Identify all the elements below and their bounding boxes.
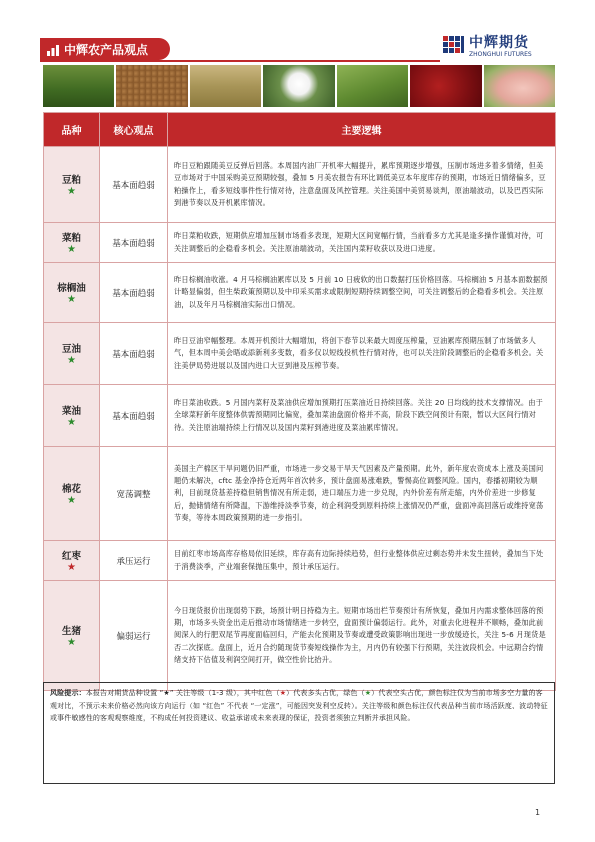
main-logic-cell: 今日现货报价出现弱势下跌，场预计明日持稳为主。短期市场出栏节奏预计有所恢复，叠加月内需求整体回落的预期，市场多头资金出走后推动市场情绪进一步转空，盘面预计偏弱运行。此外，对重去化进程并不顺畅，叠加此前阅深入的行肥双尾节再度面临回归，产能去化预期及节奏或遭受政策影响出现进一步放缓迹长，关注 5-6 月现货是否二次探底。盘面上，近月合约随现货节奏短线操作为主，月内仍有较强下行预期，关注波段机会。中远期合约情绪支持下估值及利润空间打开，做空性价比抬升。 [168, 581, 556, 691]
title-underline [40, 60, 440, 62]
section-title-bar [40, 38, 170, 60]
risk-text-1: 本报告对期货品种设置 “★” 关注等级（1-3 级），其中红色（ [85, 689, 280, 697]
company-logo [443, 33, 558, 61]
table-row [44, 447, 556, 541]
main-logic-cell: 昨日豆粕跟随美豆反弹后回落。本周国内油厂开机率大幅提升，累库预期逐步增强，压制市场进多着多情绪，但美豆市场对于中国采购美豆预期较强，叠加 5 月美农报告有环比调低美豆本年度库存的预期，市场近日情绪偏多，豆粕操作上，看多短线事件性行情对待，注意盘面及风控管理。关注美国中美贸易谈判，原油端波动，以及巴西实际到港节奏以及开机累库情况。 [168, 147, 556, 223]
cotton-flower-image [263, 65, 334, 107]
section-title: 中辉农产品观点 [64, 42, 149, 57]
variety-cell [44, 147, 100, 223]
green-star-icon: ★ [364, 689, 372, 697]
core-view-cell: 基本面趋弱 [100, 223, 168, 263]
main-logic-cell: 目前红枣市场高库存格局依旧延续，库存高有边际持续趋势，但行业整体供应过剩态势并未发生扭转，叠加当下处于消费淡季，产业端套保抛压集中，预计承压运行。 [168, 541, 556, 581]
table-row [44, 541, 556, 581]
pig-image [484, 65, 555, 107]
main-logic-cell: 昨日棕榈油收涨。4 月马棕榈油累库以及 5 月前 10 日疲软的出口数据打压价格回落。马棕榈油 5 月基本面数据预计略显偏弱，但生柴政策预期以及中印采买需求或限制短期持续调整空间，可关注调整后的企稳看多机会。关注原油，以及年月马棕榈油实际出口情况。 [168, 263, 556, 323]
variety-name: 菜粕 [61, 232, 81, 244]
variety-cell [44, 541, 100, 581]
rating-star-icon: ★ [67, 636, 76, 648]
risk-text-2: ）代表多头占优，绿色（ [286, 689, 365, 697]
logo-mark-icon [443, 36, 465, 58]
variety-name: 菜油 [61, 405, 81, 417]
table-header-row [44, 113, 556, 147]
rating-star-icon: ★ [67, 243, 76, 255]
core-view-cell: 基本面趋弱 [100, 323, 168, 385]
risk-label: 风险提示： [50, 689, 86, 697]
rating-star-icon: ★ [67, 185, 76, 197]
rating-star-icon: ★ [67, 561, 76, 573]
grain-sample-image [116, 65, 187, 107]
red-star-icon: ★ [279, 689, 287, 697]
core-view-cell: 偏弱运行 [100, 581, 168, 691]
risk-text-3: ）代表空头占优，颜色标注仅为当前市场多空力量的客观对比，不预示未来价格必然向该方向运行（如 “红色” 不代表 “一定涨”，可能因突发利空反转）。关注等级和颜色标注仅代表品种当前市场活跃度、波动特征或事件敏感性的客观观察维度，不构成任何投资建议、收益承诺或未来表现的保证，投资者须独立判断并承担风险。 [50, 689, 548, 723]
variety-cell [44, 385, 100, 447]
logo-text-cn: 中辉期货 [469, 35, 529, 51]
variety-name: 豆粕 [61, 174, 81, 186]
header-core-view: 核心观点 [100, 113, 168, 147]
table-row [44, 147, 556, 223]
rating-star-icon: ★ [67, 494, 76, 506]
core-view-cell: 基本面趋弱 [100, 263, 168, 323]
variety-cell [44, 581, 100, 691]
core-view-cell: 宽荡调整 [100, 447, 168, 541]
main-logic-cell: 昨日菜粕收跌，短期供应增加压制市场看多表现，短期大区间宽幅行情，当前看多方尤其是逢多操作谨慎对待，可关注调整后的企稳看多机会。关注原油端波动，关注国内菜籽收获以及进口进度。 [168, 223, 556, 263]
variety-name: 棕榈油 [57, 282, 86, 294]
logo-text-en: ZHONGHUI FUTURES [469, 51, 532, 58]
table-row [44, 323, 556, 385]
variety-cell [44, 263, 100, 323]
main-logic-cell: 美国主产棉区干旱问题仍旧严重，市场进一步交易干旱天气因素及产量预期。此外，新年度农资成本上涨及美国问题仍未解决，cftc 基金净持仓近两年首次转多，预计盘面易涨难跌，警惕高位调整风险。国内，春播初期较为顺利，目前现货基差持稳但销售情况有所走弱，进口端压力进一步兑现，内外价差有所走缩，内外价差进一步修复后，抛储情绪有所降温，下游维持淡季节奏，纺企利润受到原料持续上涨情况仍严重，盘面冲高回落后或维持宽荡节奏，等待本周政策预期的进一步指引。 [168, 447, 556, 541]
header-main-logic: 主要逻辑 [168, 113, 556, 147]
soybean-field-image [43, 65, 114, 107]
soybean-plant-image [337, 65, 408, 107]
wheat-field-image [190, 65, 261, 107]
red-dates-image [410, 65, 481, 107]
bar-chart-icon [46, 42, 60, 56]
variety-name: 红枣 [61, 550, 81, 562]
variety-cell [44, 447, 100, 541]
variety-name: 棉花 [61, 483, 81, 495]
table-row [44, 263, 556, 323]
rating-star-icon: ★ [67, 416, 76, 428]
main-logic-cell: 昨日豆油窄幅整理。本周开机预计大幅增加，将创下春节以来最大周度压榨量，豆油累库预期压制了市场做多人气，但本周中美会晤或添新利多变数，看多仅以短线投机性行情对待，也可以关注阶段调整后的企稳看多机会。关注美伊局势进展以及国内进口大豆到港及压榨节奏。 [168, 323, 556, 385]
core-view-cell: 基本面趋弱 [100, 385, 168, 447]
main-logic-cell: 昨日菜油收跌。5 月国内菜籽及菜油供应增加预期打压菜油近日持续回落。关注 20 日均线的技术支撑情况。由于全球菜籽新年度整体供需预期同比偏宽，叠加菜油盘面价格并不高，阶段下跌空间预计有限，暂以大区间行情对待。关注原油端持续上行情况以及国内菜籽到港进度及菜油累库情况。 [168, 385, 556, 447]
table-row [44, 223, 556, 263]
agri-photo-banner [43, 65, 555, 107]
table-row [44, 581, 556, 691]
core-view-cell: 承压运行 [100, 541, 168, 581]
page-number: 1 [535, 808, 541, 817]
table-row [44, 385, 556, 447]
variety-name: 生猪 [61, 625, 81, 637]
variety-cell [44, 323, 100, 385]
rating-star-icon: ★ [67, 293, 76, 305]
variety-name: 豆油 [61, 343, 81, 355]
rating-star-icon: ★ [67, 354, 76, 366]
product-views-table [43, 112, 556, 691]
header-variety: 品种 [44, 113, 100, 147]
risk-disclaimer [43, 682, 555, 784]
variety-cell [44, 223, 100, 263]
core-view-cell: 基本面趋弱 [100, 147, 168, 223]
